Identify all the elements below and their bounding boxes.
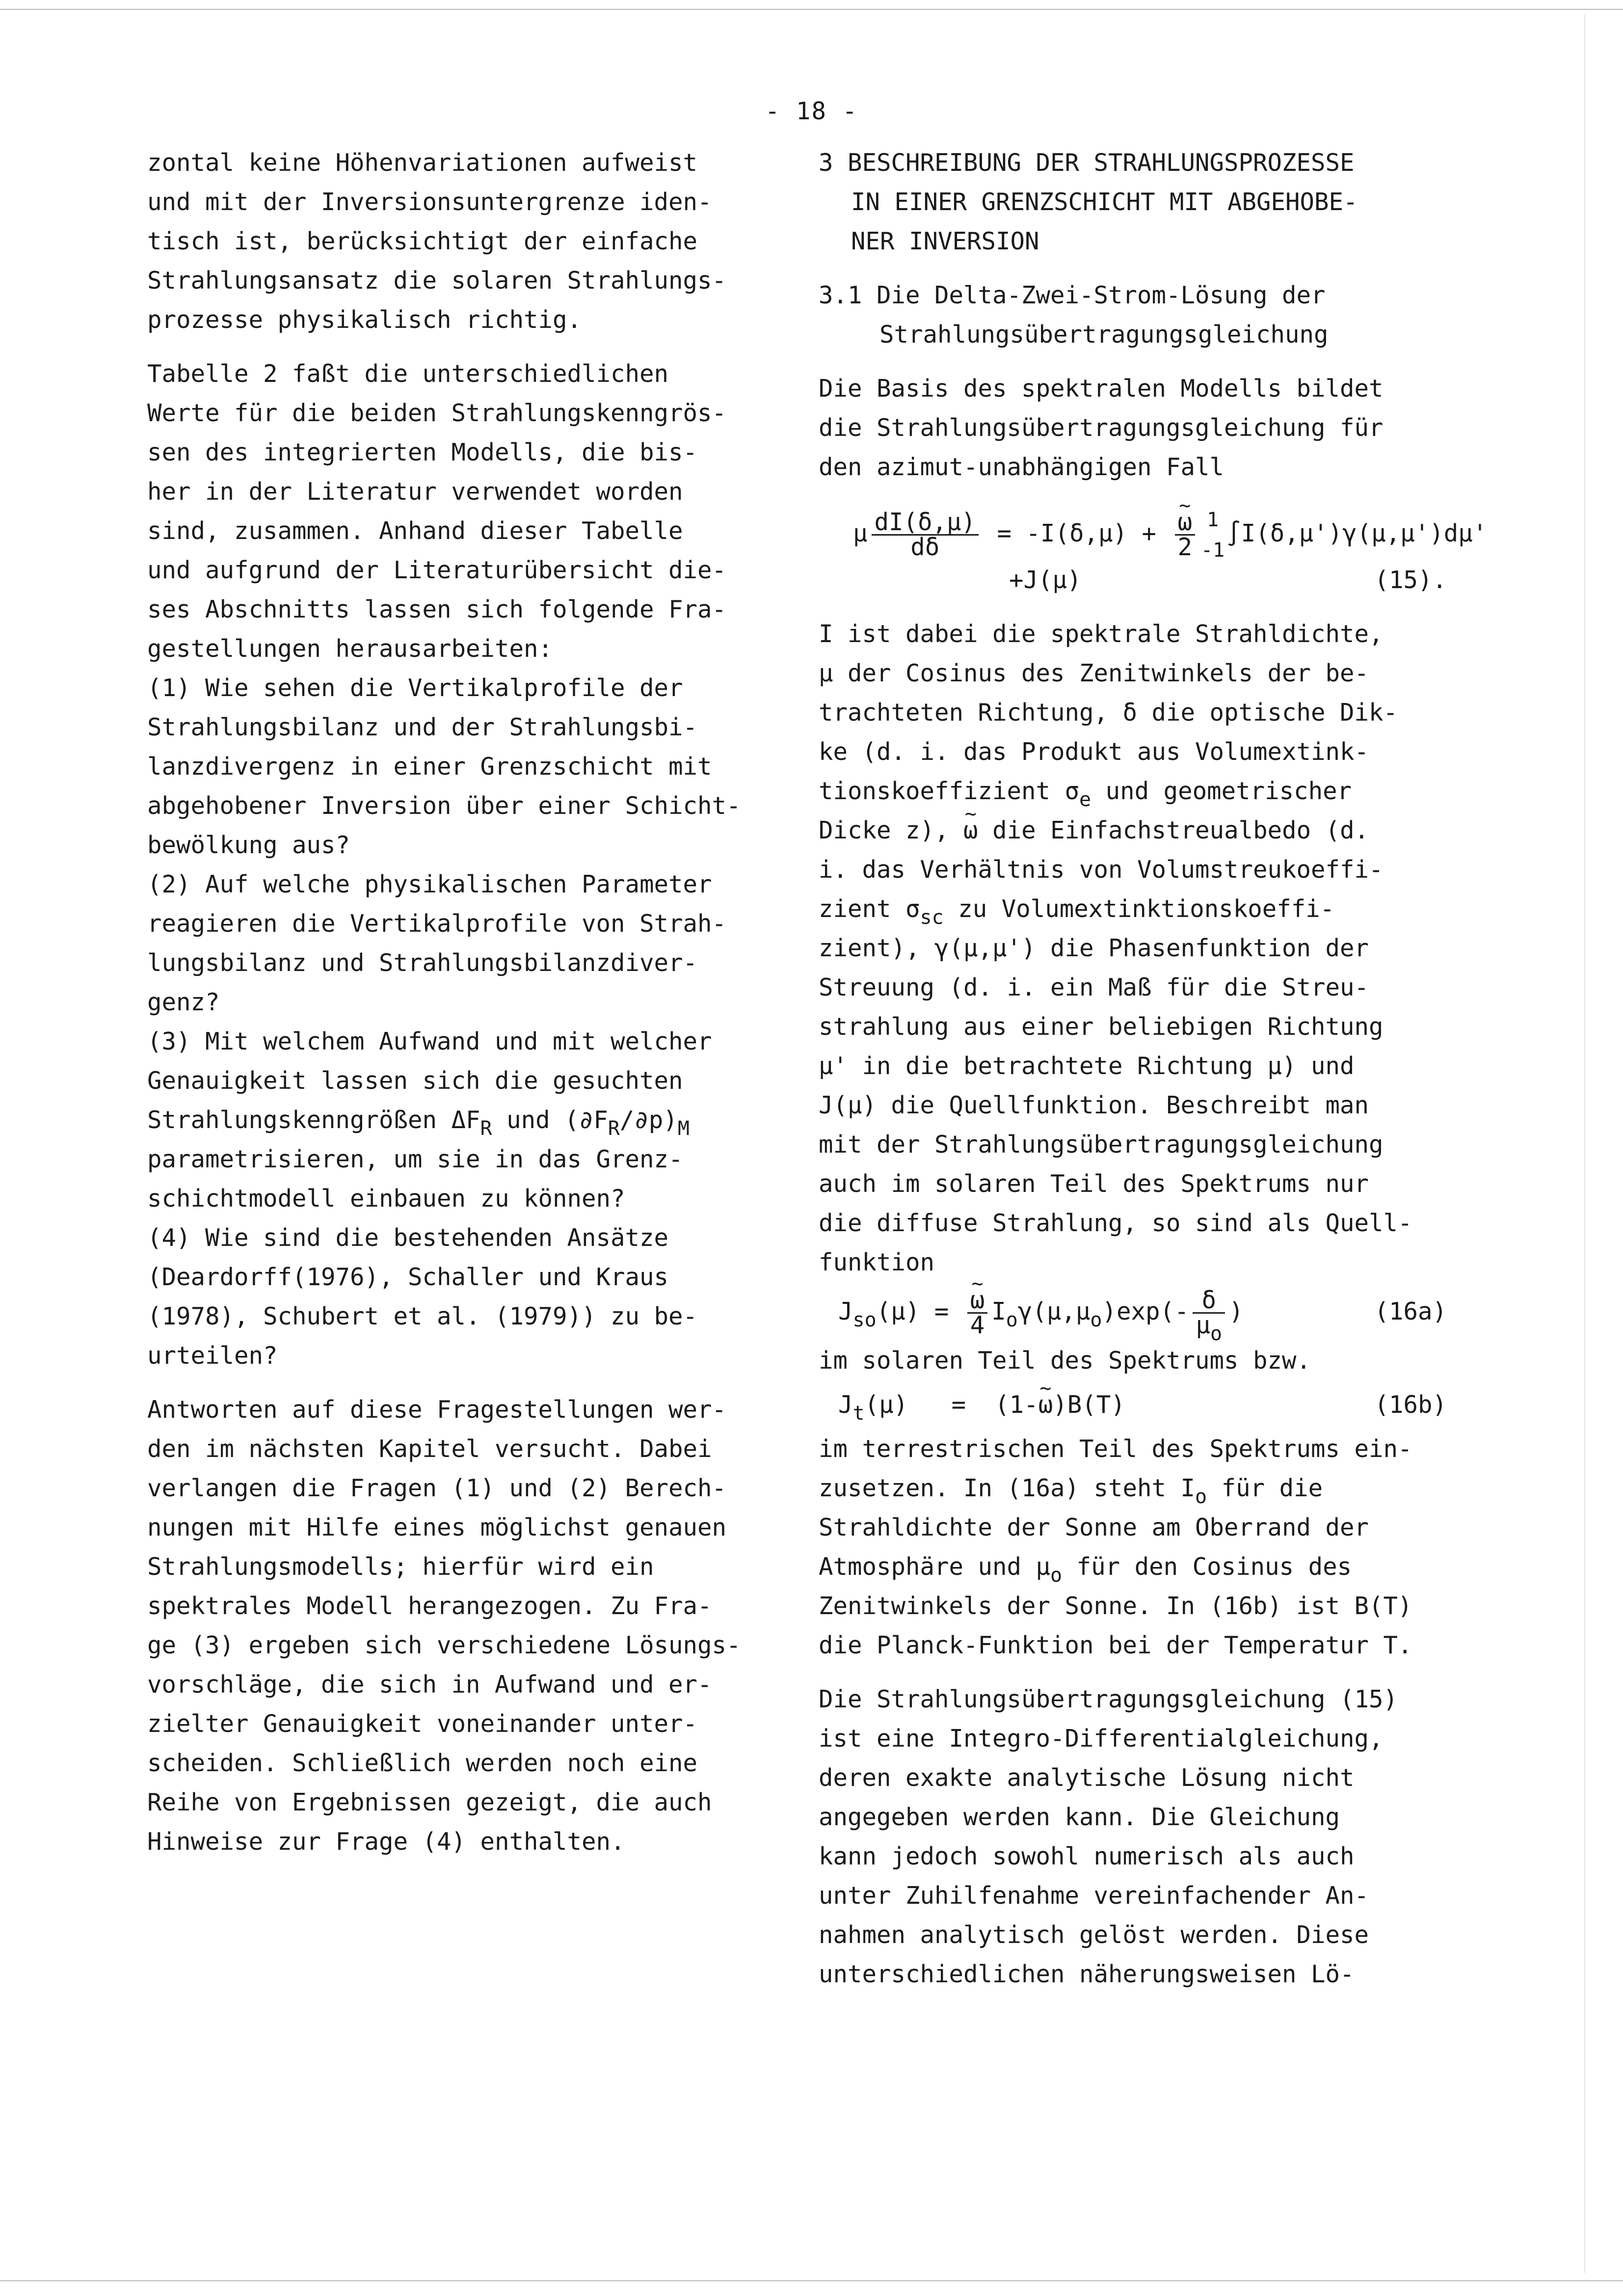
text-line: scheiden. Schließlich werden noch eine: [147, 1749, 698, 1777]
text-line: (2) Auf welche physikalischen Parameter: [147, 870, 712, 898]
text-line: (1) Wie sehen die Vertikalprofile der: [147, 674, 683, 702]
text-line: tisch ist, berücksichtigt der einfache: [147, 227, 698, 255]
text-line: verlangen die Fragen (1) und (2) Berech-: [147, 1474, 727, 1502]
text-line: und mit der Inversionsuntergrenze iden-: [147, 188, 712, 216]
text-line: Die Basis des spektralen Modells bildet: [819, 375, 1384, 403]
text-line: Strahlungsmodells; hierfür wird ein: [147, 1553, 654, 1581]
text-line: Tabelle 2 faßt die unterschiedlichen: [147, 360, 669, 388]
right-column: [819, 143, 1488, 1994]
text-line: gestellungen herausarbeiten:: [147, 635, 553, 663]
text-line: ist eine Integro-Differentialgleichung,: [819, 1725, 1384, 1753]
scan-edge-right: [1584, 15, 1585, 2273]
text-line: zient), γ(μ,μ') die Phasenfunktion der: [819, 934, 1369, 962]
text-line: im terrestrischen Teil des Spektrums ein-: [819, 1435, 1412, 1463]
text-line-with-symbols: zient $\sigma_{sc}$ zu Volumextinktionskoeffi-: [819, 895, 1335, 929]
text-line: Antworten auf diese Fragestellungen wer-: [147, 1396, 727, 1424]
text-line: mit der Strahlungsübertragungsgleichung: [819, 1131, 1384, 1159]
text-line: Genauigkeit lassen sich die gesuchten: [147, 1067, 683, 1095]
text-line: μ der Cosinus des Zenitwinkels der be-: [819, 659, 1369, 687]
text-line: die Planck-Funktion bei der Temperatur T.: [819, 1631, 1412, 1659]
text-line: funktion: [819, 1248, 935, 1276]
text-line: nahmen analytisch gelöst werden. Diese: [819, 1921, 1369, 1949]
text-line: vorschläge, die sich in Aufwand und er-: [147, 1671, 712, 1699]
text-line: Werte für die beiden Strahlungskenngrös-: [147, 399, 727, 427]
scan-edge-top: [0, 9, 1623, 10]
equation-16a: $J_{so}(\mu)$ = ~ $\frac{\omega}{4}$ $I_o\gamma(\mu,\mu_o)\exp(-$ $\frac{\delta}{\mu_o}$ ) (16a): [819, 1282, 1476, 1341]
text-line: I ist dabei die spektrale Strahldichte,: [819, 620, 1384, 648]
text-line: Strahlungsbilanz und der Strahlungsbi-: [147, 713, 698, 741]
text-line: kann jedoch sowohl numerisch als auch: [819, 1842, 1355, 1870]
text-line: μ' in die betrachtete Richtung μ) und: [819, 1052, 1355, 1080]
text-line: strahlung aus einer beliebigen Richtung: [819, 1013, 1384, 1041]
text-line: die Strahlungsübertragungsgleichung für: [819, 414, 1384, 442]
text-line: Strahldichte der Sonne am Oberrand der: [819, 1513, 1369, 1541]
text-line: J(μ) die Quellfunktion. Beschreibt man: [819, 1091, 1369, 1119]
text-line: sind, zusammen. Anhand dieser Tabelle: [147, 517, 683, 545]
subsection-title-line: 3.1 Die Delta-Zwei-Strom-Lösung der: [819, 281, 1326, 309]
text-line: deren exakte analytische Lösung nicht: [819, 1764, 1355, 1792]
section-title-line: NER INVERSION: [851, 227, 1039, 255]
equation-15: μ $\frac{dI(\delta,\mu)}{d\delta}$ = -I(δ,μ) + ~ $\frac{\omega}{2}$ 1 -1 ∫I(δ,μ')γ(μ,μ')dμ': [819, 507, 1476, 561]
text-line: sen des integrierten Modells, die bis-: [147, 438, 698, 466]
text-line: zontal keine Höhenvariationen aufweist: [147, 149, 698, 177]
text-line: den azimut-unabhängigen Fall: [819, 453, 1224, 481]
text-line: bewölkung aus?: [147, 831, 350, 859]
equation-16a-number: (16a): [1374, 1297, 1447, 1325]
scan-edge-bottom: [0, 2280, 1623, 2281]
text-line: (4) Wie sind die bestehenden Ansätze: [147, 1224, 669, 1252]
text-line: im solaren Teil des Spektrums bzw.: [819, 1347, 1311, 1375]
text-line: Strahlungsansatz die solaren Strahlungs-: [147, 267, 727, 295]
text-line: zielter Genauigkeit voneinander unter-: [147, 1710, 698, 1738]
text-line: i. das Verhältnis von Volumstreukoeffi-: [819, 856, 1384, 884]
text-line: parametrisieren, um sie in das Grenz-: [147, 1145, 683, 1173]
text-line: ge (3) ergeben sich verschiedene Lösungs-: [147, 1631, 741, 1659]
equation-16b-number: (16b): [1374, 1391, 1447, 1419]
text-line: unter Zuhilfenahme vereinfachender An-: [819, 1882, 1369, 1910]
text-line: angegeben werden kann. Die Gleichung: [819, 1803, 1340, 1831]
text-line: Reihe von Ergebnissen gezeigt, die auch: [147, 1788, 712, 1816]
text-line: trachteten Richtung, δ die optische Dik-: [819, 699, 1398, 727]
equation-16b: $J_t(\mu)$ = (1-~ ω)B(T) (16b): [819, 1380, 1476, 1430]
text-line: und aufgrund der Literaturübersicht die-: [147, 556, 727, 584]
section-title-line: IN EINER GRENZSCHICHT MIT ABGEHOBE-: [851, 188, 1358, 216]
text-line: Zenitwinkels der Sonne. In (16b) ist B(T): [819, 1592, 1412, 1620]
text-line: spektrales Modell herangezogen. Zu Fra-: [147, 1592, 712, 1620]
text-line-with-symbols: Strahlungskenngrößen $\Delta F_R$ und $(\partial F_R/\partial p)_M$: [147, 1106, 690, 1140]
text-line: lanzdivergenz in einer Grenzschicht mit: [147, 753, 712, 781]
text-line: urteilen?: [147, 1342, 278, 1370]
left-column: [147, 143, 800, 1862]
text-line: lungsbilanz und Strahlungsbilanzdiver-: [147, 949, 698, 977]
page-number: - 18 -: [765, 97, 858, 125]
text-line-with-symbols: zusetzen. In (16a) steht $I_o$ für die: [819, 1474, 1323, 1508]
subsection-title-line: Strahlungsübertragungsgleichung: [879, 321, 1329, 349]
text-line: reagieren die Vertikalprofile von Strah-: [147, 910, 727, 938]
text-line: genz?: [147, 988, 220, 1016]
equation-15-continuation: +J(μ) (15).: [819, 561, 1476, 600]
text-line: (Deardorff(1976), Schaller und Kraus: [147, 1263, 669, 1291]
text-line: nungen mit Hilfe eines möglichst genauen: [147, 1513, 727, 1541]
text-line: (1978), Schubert et al. (1979)) zu be-: [147, 1302, 698, 1330]
text-line: her in der Literatur verwendet worden: [147, 478, 683, 506]
text-line: auch im solaren Teil des Spektrums nur: [819, 1170, 1369, 1198]
text-line: den im nächsten Kapitel versucht. Dabei: [147, 1435, 712, 1463]
text-line: ke (d. i. das Produkt aus Volumextink-: [819, 738, 1369, 766]
text-line: Streuung (d. i. ein Maß für die Streu-: [819, 973, 1369, 1001]
section-title-line: 3 BESCHREIBUNG DER STRAHLUNGSPROZESSE: [819, 149, 1355, 177]
text-line: ses Abschnitts lassen sich folgende Fra-: [147, 595, 727, 623]
text-line: unterschiedlichen näherungsweisen Lö-: [819, 1960, 1355, 1988]
text-line: (3) Mit welchem Aufwand und mit welcher: [147, 1027, 712, 1055]
text-line: prozesse physikalisch richtig.: [147, 306, 582, 334]
text-line: abgehobener Inversion über einer Schicht-: [147, 792, 741, 820]
text-line-with-symbols: Dicke z), ~ ω die Einfachstreualbedo (d.: [819, 811, 1476, 850]
text-line-with-symbols: tionskoeffizient $\sigma_e$ und geometrischer: [819, 777, 1352, 811]
text-line: die diffuse Strahlung, so sind als Quell-: [819, 1209, 1412, 1237]
text-line: Hinweise zur Frage (4) enthalten.: [147, 1828, 625, 1856]
equation-15-number: (15).: [1374, 566, 1447, 594]
text-line: schichtmodell einbauen zu können?: [147, 1185, 625, 1213]
text-line: Die Strahlungsübertragungsgleichung (15): [819, 1685, 1398, 1713]
text-line-with-symbols: Atmosphäre und $\mu_o$ für den Cosinus des: [819, 1553, 1352, 1587]
